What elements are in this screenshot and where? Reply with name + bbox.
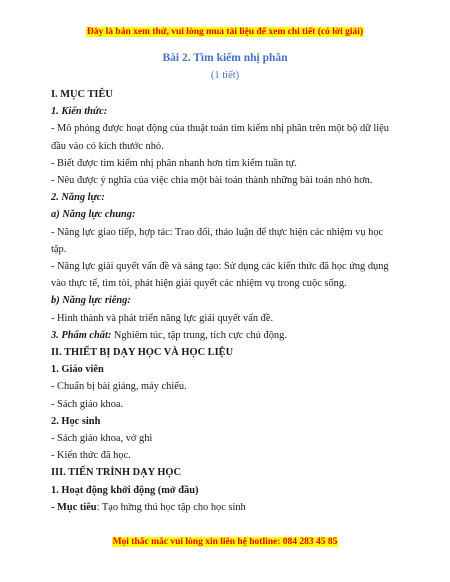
paragraph: tập. xyxy=(51,243,67,255)
paragraph: - Chuẩn bị bài giảng, máy chiếu. xyxy=(51,381,187,393)
section-heading-process: III. TIẾN TRÌNH DẠY HỌC xyxy=(51,467,182,479)
hotline-banner xyxy=(0,536,450,548)
paragraph: - Biết được tìm kiếm nhị phân nhanh hơn tìm kiếm tuần tự. xyxy=(51,157,297,169)
preview-banner xyxy=(0,26,450,38)
paragraph: - Nêu được ý nghĩa của việc chia một bài toán thành những bài toán nhỏ hơn. xyxy=(51,175,373,187)
subheading-qualities: 3. Phẩm chất: xyxy=(51,329,112,341)
paragraph: đầu vào có kích thước nhỏ. xyxy=(51,140,164,152)
preview-banner-text: Đây là bản xem thử, vui lòng mua tài liệu để xem chi tiết (có lời giải) xyxy=(86,27,364,37)
section-heading-equipment: II. THIẾT BỊ DẠY HỌC VÀ HỌC LIỆU xyxy=(51,347,234,359)
subheading-competence: 2. Năng lực: xyxy=(51,192,105,204)
paragraph: - Mô phỏng được hoạt động của thuật toán tìm kiếm nhị phân trên một bộ dữ liệu xyxy=(51,123,389,135)
hotline-banner-text: Mọi thắc mắc vui lòng xin liên hệ hotline: 084 283 45 85 xyxy=(112,537,338,547)
subheading-warmup-activity: 1. Hoạt động khởi động (mở đầu) xyxy=(51,484,199,496)
objective-line xyxy=(51,499,403,516)
objective-text: : Tạo hứng thú học tập cho học sinh xyxy=(96,501,246,513)
subheading-student: 2. Học sinh xyxy=(51,415,101,427)
subheading-teacher: 1. Giáo viên xyxy=(51,364,104,376)
document-body xyxy=(51,86,403,516)
paragraph: - Năng lực giao tiếp, hợp tác: Trao đổi, thảo luận để thực hiện các nhiệm vụ học xyxy=(51,226,384,238)
paragraph: - Hình thành và phát triển năng lực giải quyết vấn đề. xyxy=(51,312,274,324)
objective-label: - Mục tiêu xyxy=(51,501,97,513)
subheading-knowledge: 1. Kiến thức: xyxy=(51,106,108,118)
lesson-duration: (1 tiết) xyxy=(210,70,240,81)
qualities-text: Nghiêm túc, tập trung, tích cực chủ động. xyxy=(111,329,287,341)
subheading-specific-competence: b) Năng lực riêng: xyxy=(51,295,131,307)
subheading-general-competence: a) Năng lực chung: xyxy=(51,209,136,221)
paragraph: - Sách giáo khoa. xyxy=(51,398,124,410)
paragraph: - Năng lực giải quyết vấn đề và sáng tạo: Sử dụng các kiến thức đã học ứng dụng xyxy=(51,261,389,273)
section-heading-objectives: I. MỤC TIÊU xyxy=(51,89,113,100)
qualities-line xyxy=(51,327,403,344)
paragraph: - Sách giáo khoa, vở ghi xyxy=(51,433,153,445)
paragraph: vào thực tế, tìm tòi, phát hiện giải quyết các nhiệm vụ trong cuộc sống. xyxy=(51,278,347,290)
paragraph: - Kiến thức đã học. xyxy=(51,450,131,462)
lesson-title: Bài 2. Tìm kiếm nhị phân xyxy=(162,52,288,64)
